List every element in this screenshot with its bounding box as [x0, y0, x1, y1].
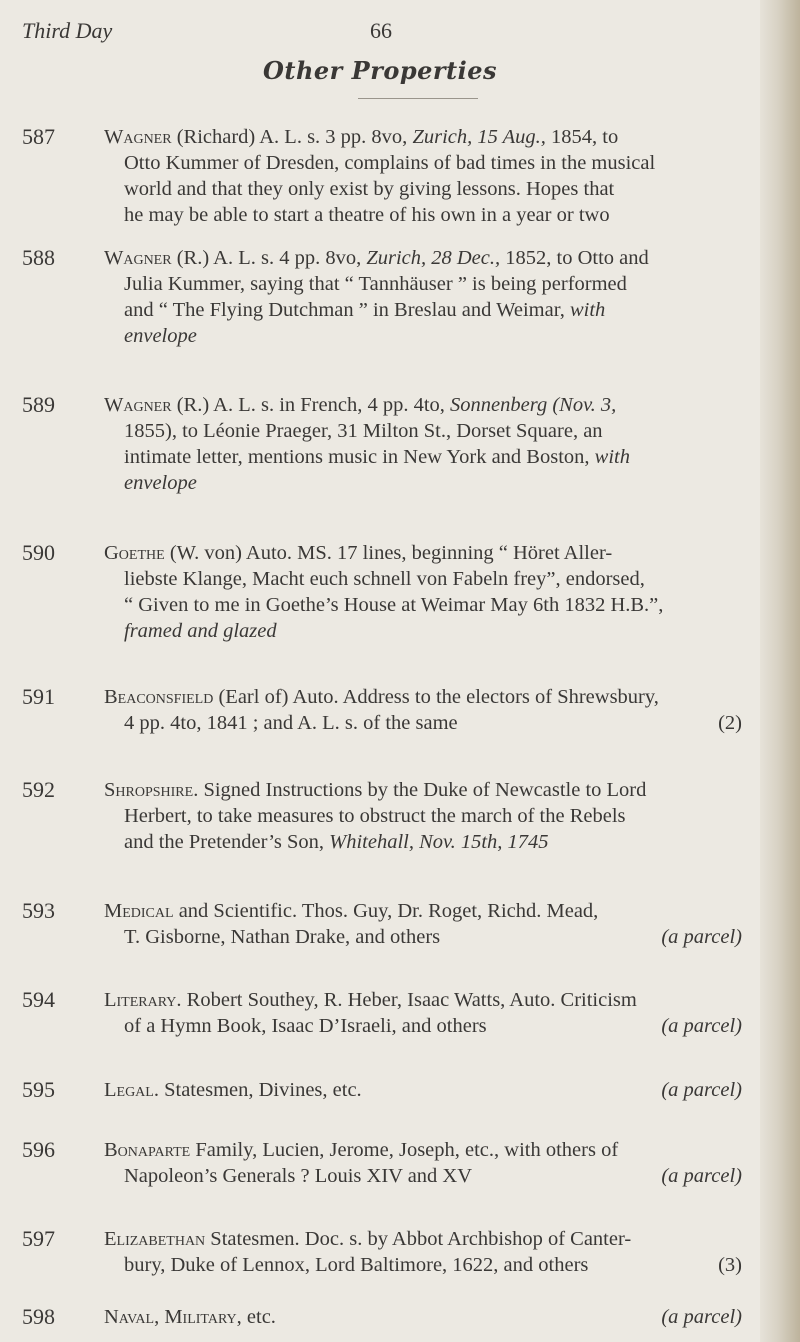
- lot-description: Wagner (Richard) A. L. s. 3 pp. 8vo, Zurich, 15 Aug., 1854, to Otto Kummer of Dresden, complains of bad times in the musical world and that they only exist by giving lessons. Hopes that he may be able to start a theatre of his own in a year or two: [104, 126, 656, 226]
- lot-quantity: (a parcel): [661, 1165, 742, 1187]
- lot-description: Medical and Scientific. Thos. Guy, Dr. Roget, Richd. Mead, T. Gisborne, Nathan Drake, and others (a parcel): [104, 900, 742, 948]
- lot-name: Goethe: [104, 542, 165, 564]
- lot-description: Naval, Military, etc. (a parcel): [104, 1306, 742, 1328]
- lot-description: Wagner (R.) A. L. s. in French, 4 pp. 4to, Sonnenberg (Nov. 3, 1855), to Léonie Praeger, 31 Milton St., Dorset Square, an intimate letter, mentions music in New York and Boston, with envelope: [104, 394, 630, 494]
- lot-592: [22, 777, 742, 855]
- lot-number: 591: [22, 684, 55, 709]
- lot-name: Elizabethan: [104, 1228, 206, 1250]
- lot-name: Literary.: [104, 989, 182, 1011]
- lot-name: Bonaparte: [104, 1139, 191, 1161]
- lot-name: Wagner: [104, 394, 172, 416]
- lot-quantity: (2): [718, 712, 742, 734]
- lot-596: [22, 1137, 742, 1189]
- lot-description: Legal. Statesmen, Divines, etc. (a parcel): [104, 1079, 742, 1101]
- lot-description: Goethe (W. von) Auto. MS. 17 lines, beginning “ Höret Aller- liebste Klange, Macht euch schnell von Fabeln frey”, endorsed, “ Given to me in Goethe’s House at Weimar May 6th 1832 H.B.”, framed and glazed: [104, 542, 664, 642]
- section-title: Other Properties: [262, 56, 498, 85]
- lot-name: Beaconsfield: [104, 686, 214, 708]
- lot-number: 598: [22, 1304, 55, 1329]
- title-rule: [358, 98, 478, 99]
- lot-598: [22, 1304, 742, 1330]
- lot-591: [22, 684, 742, 736]
- lot-number: 589: [22, 392, 55, 417]
- running-head: [22, 18, 700, 48]
- lot-593: [22, 898, 742, 950]
- lot-quantity: (a parcel): [661, 926, 742, 948]
- lot-description: Bonaparte Family, Lucien, Jerome, Joseph, etc., with others of Napoleon’s Generals ? Louis XIV and XV (a parcel): [104, 1139, 742, 1187]
- page-number: 66: [370, 18, 392, 43]
- lot-name: Legal.: [104, 1079, 159, 1101]
- lot-name: Medical: [104, 900, 174, 922]
- lot-number: 595: [22, 1077, 55, 1102]
- lot-quantity: (3): [718, 1254, 742, 1276]
- lot-number: 597: [22, 1226, 55, 1251]
- lot-587: [22, 124, 742, 228]
- lot-595: [22, 1077, 742, 1103]
- lot-588: [22, 245, 742, 349]
- lot-quantity: (a parcel): [661, 1015, 742, 1037]
- day-label: Third Day: [22, 18, 113, 43]
- lot-589: [22, 392, 742, 496]
- lot-description: Beaconsfield (Earl of) Auto. Address to the electors of Shrewsbury, 4 pp. 4to, 1841 ; and A. L. s. of the same (2): [104, 686, 742, 734]
- lot-description: Elizabethan Statesmen. Doc. s. by Abbot Archbishop of Canter- bury, Duke of Lennox, Lord Baltimore, 1622, and others (3): [104, 1228, 742, 1276]
- lot-quantity: (a parcel): [661, 1079, 742, 1101]
- lot-number: 590: [22, 540, 55, 565]
- lot-description: Wagner (R.) A. L. s. 4 pp. 8vo, Zurich, 28 Dec., 1852, to Otto and Julia Kummer, saying that “ Tannhäuser ” is being performed and “ The Flying Dutchman ” in Breslau and Weimar, with envelope: [104, 247, 649, 347]
- lot-quantity: (a parcel): [661, 1306, 742, 1328]
- lot-597: [22, 1226, 742, 1278]
- lot-description: Shropshire. Signed Instructions by the Duke of Newcastle to Lord Herbert, to take measures to obstruct the march of the Rebels and the Pretender’s Son, Whitehall, Nov. 15th, 1745: [104, 779, 647, 853]
- lot-name: Wagner: [104, 126, 172, 148]
- lot-number: 593: [22, 898, 55, 923]
- lot-590: [22, 540, 742, 644]
- lot-number: 588: [22, 245, 55, 270]
- lot-number: 594: [22, 987, 55, 1012]
- lot-number: 587: [22, 124, 55, 149]
- lot-name: Shropshire.: [104, 779, 199, 801]
- page-edge: [760, 0, 800, 1342]
- lot-name: Wagner: [104, 247, 172, 269]
- lot-594: [22, 987, 742, 1039]
- lot-name: Naval, Military,: [104, 1306, 242, 1328]
- lot-number: 596: [22, 1137, 55, 1162]
- lot-number: 592: [22, 777, 55, 802]
- lot-description: Literary. Robert Southey, R. Heber, Isaac Watts, Auto. Criticism of a Hymn Book, Isaac D’Israeli, and others (a parcel): [104, 989, 742, 1037]
